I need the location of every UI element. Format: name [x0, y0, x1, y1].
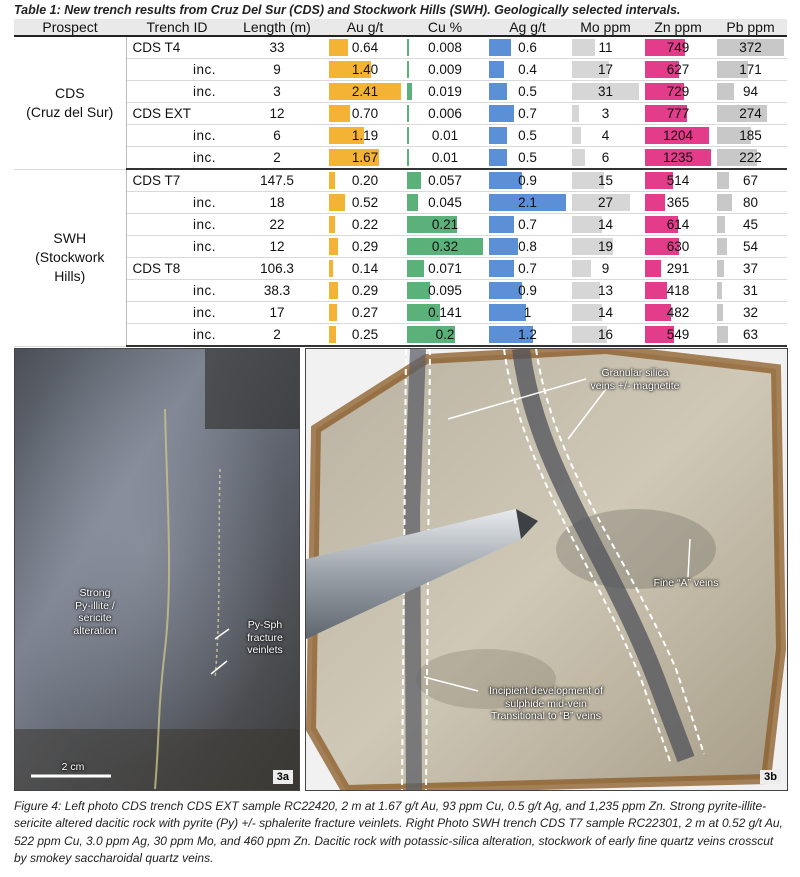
- au-cell: [326, 214, 404, 236]
- au-value: 0.14: [351, 261, 379, 276]
- pb-value: 63: [742, 327, 759, 342]
- ag-cell: [486, 59, 569, 81]
- header-length: Length (m): [228, 19, 326, 36]
- trench-id-cell: CDS T8: [126, 258, 228, 280]
- ag-data-bar: [489, 127, 507, 144]
- length-cell: 18: [228, 192, 326, 214]
- mo-value: 15: [597, 173, 614, 188]
- zn-value: 1235: [662, 150, 694, 165]
- pb-value: 80: [742, 195, 759, 210]
- ag-value: 2.1: [518, 195, 537, 210]
- ag-cell: [486, 324, 569, 347]
- header-mo: Mo ppm: [569, 19, 642, 36]
- label-incipient: Incipient development of sulphide mid-vein Transitional to “B” veins: [489, 685, 603, 723]
- pb-cell: [714, 192, 787, 214]
- trench-id-cell: inc.: [126, 125, 228, 147]
- header-zn: Zn ppm: [642, 19, 714, 36]
- au-data-bar: [329, 260, 333, 277]
- cu-data-bar: [407, 127, 409, 144]
- cu-value: 0.01: [431, 150, 459, 165]
- cu-value: 0.057: [428, 173, 462, 188]
- ag-value: 1.2: [518, 327, 537, 342]
- pb-value: 54: [742, 239, 759, 254]
- trench-id-cell: inc.: [126, 147, 228, 170]
- au-cell: [326, 125, 404, 147]
- zn-value: 549: [666, 327, 690, 342]
- pb-value: 222: [739, 150, 762, 165]
- length-cell: 106.3: [228, 258, 326, 280]
- au-value: 1.19: [351, 128, 379, 143]
- mo-data-bar: [572, 149, 585, 166]
- ag-cell: [486, 81, 569, 103]
- ag-value: 0.7: [518, 217, 537, 232]
- cu-value: 0.071: [428, 261, 462, 276]
- trench-id-cell: inc.: [126, 81, 228, 103]
- length-cell: 6: [228, 125, 326, 147]
- zn-value: 418: [666, 283, 690, 298]
- cu-value: 0.006: [428, 106, 462, 121]
- au-cell: [326, 81, 404, 103]
- mo-cell: [569, 236, 642, 258]
- pb-cell: [714, 36, 787, 59]
- au-cell: [326, 59, 404, 81]
- mo-cell: [569, 214, 642, 236]
- ag-cell: [486, 192, 569, 214]
- au-data-bar: [329, 282, 338, 299]
- au-data-bar: [329, 105, 350, 122]
- photo-3a: [14, 348, 300, 791]
- pb-data-bar: [717, 304, 723, 321]
- cu-cell: [404, 81, 486, 103]
- cu-value: 0.32: [431, 239, 459, 254]
- au-value: 0.27: [351, 305, 379, 320]
- zn-value: 514: [666, 173, 690, 188]
- table-row: [14, 192, 787, 214]
- cu-cell: [404, 236, 486, 258]
- pb-cell: [714, 236, 787, 258]
- au-cell: [326, 36, 404, 59]
- mo-data-bar: [572, 282, 600, 299]
- mo-value: 14: [597, 305, 614, 320]
- mo-value: 13: [597, 283, 614, 298]
- cu-cell: [404, 125, 486, 147]
- length-cell: 22: [228, 214, 326, 236]
- ag-value: 1: [523, 305, 532, 320]
- au-value: 0.25: [351, 327, 379, 342]
- cu-cell: [404, 169, 486, 192]
- cu-value: 0.2: [435, 327, 455, 342]
- mo-data-bar: [572, 260, 591, 277]
- ag-value: 0.8: [518, 239, 537, 254]
- ag-data-bar: [489, 149, 507, 166]
- zn-cell: [642, 81, 714, 103]
- au-data-bar: [329, 304, 337, 321]
- zn-cell: [642, 302, 714, 324]
- pb-cell: [714, 302, 787, 324]
- ag-cell: [486, 280, 569, 302]
- mo-cell: [569, 192, 642, 214]
- pb-cell: [714, 169, 787, 192]
- pb-cell: [714, 125, 787, 147]
- trench-id-cell: inc.: [126, 192, 228, 214]
- length-cell: 9: [228, 59, 326, 81]
- length-cell: 12: [228, 236, 326, 258]
- header-cu: Cu %: [404, 19, 486, 36]
- trench-id-cell: inc.: [126, 59, 228, 81]
- scale-bar-label: 2 cm: [61, 761, 85, 773]
- au-value: 1.40: [351, 62, 379, 77]
- mo-value: 11: [598, 40, 613, 55]
- cu-cell: [404, 103, 486, 125]
- au-data-bar: [329, 39, 348, 56]
- header-trench-id: Trench ID: [126, 19, 228, 36]
- ag-data-bar: [489, 83, 507, 100]
- cu-value: 0.095: [428, 283, 462, 298]
- cu-value: 0.009: [428, 62, 462, 77]
- ag-value: 0.5: [518, 150, 537, 165]
- cu-value: 0.141: [428, 305, 462, 320]
- ag-data-bar: [489, 304, 526, 321]
- cu-data-bar: [407, 105, 409, 122]
- cu-cell: [404, 147, 486, 170]
- ag-value: 0.7: [518, 261, 537, 276]
- label-granular-silica: Granular silica veins +/- magnetite: [590, 367, 680, 392]
- cu-cell: [404, 192, 486, 214]
- prospect-cell: CDS (Cruz del Sur): [14, 36, 126, 169]
- mo-cell: [569, 36, 642, 59]
- table-row: [14, 214, 787, 236]
- length-cell: 33: [228, 36, 326, 59]
- pb-data-bar: [717, 216, 725, 233]
- pb-value: 171: [739, 62, 762, 77]
- mo-cell: [569, 280, 642, 302]
- au-cell: [326, 147, 404, 170]
- ag-cell: [486, 258, 569, 280]
- ag-cell: [486, 214, 569, 236]
- pb-value: 372: [739, 40, 762, 55]
- mo-data-bar: [572, 39, 595, 56]
- ag-value: 0.9: [518, 283, 537, 298]
- pb-data-bar: [717, 326, 728, 343]
- cu-value: 0.01: [431, 128, 459, 143]
- zn-cell: [642, 103, 714, 125]
- mo-cell: [569, 302, 642, 324]
- zn-data-bar: [645, 194, 665, 211]
- table-header-row: [14, 19, 787, 36]
- au-cell: [326, 280, 404, 302]
- mo-cell: [569, 59, 642, 81]
- mo-value: 4: [601, 128, 610, 143]
- cu-data-bar: [407, 83, 412, 100]
- mo-value: 14: [597, 217, 614, 232]
- ag-cell: [486, 169, 569, 192]
- au-cell: [326, 236, 404, 258]
- photo-tag-3b: 3b: [760, 770, 781, 784]
- au-cell: [326, 103, 404, 125]
- length-cell: 12: [228, 103, 326, 125]
- cu-value: 0.21: [431, 217, 459, 232]
- pb-cell: [714, 147, 787, 170]
- pb-data-bar: [717, 194, 732, 211]
- zn-value: 482: [666, 305, 690, 320]
- mo-cell: [569, 169, 642, 192]
- pb-value: 274: [739, 106, 762, 121]
- cu-cell: [404, 280, 486, 302]
- mo-cell: [569, 81, 642, 103]
- cu-cell: [404, 324, 486, 347]
- zn-value: 614: [666, 217, 690, 232]
- au-value: 0.20: [351, 173, 379, 188]
- ag-cell: [486, 125, 569, 147]
- ag-value: 0.7: [518, 106, 537, 121]
- zn-cell: [642, 59, 714, 81]
- photo-3b: [305, 348, 788, 791]
- table-row: [14, 324, 787, 347]
- table-row: [14, 125, 787, 147]
- mo-value: 27: [597, 195, 614, 210]
- zn-cell: [642, 125, 714, 147]
- ag-data-bar: [489, 39, 511, 56]
- cu-cell: [404, 59, 486, 81]
- pb-value: 31: [742, 283, 759, 298]
- length-cell: 3: [228, 81, 326, 103]
- table-row: [14, 280, 787, 302]
- mo-value: 3: [601, 106, 610, 121]
- header-ag: Ag g/t: [486, 19, 569, 36]
- zn-value: 627: [666, 62, 690, 77]
- ag-cell: [486, 103, 569, 125]
- au-value: 1.67: [351, 150, 379, 165]
- pb-value: 67: [742, 173, 759, 188]
- trench-id-cell: inc.: [126, 302, 228, 324]
- au-data-bar: [329, 216, 335, 233]
- header-au: Au g/t: [326, 19, 404, 36]
- table-row: [14, 236, 787, 258]
- zn-cell: [642, 236, 714, 258]
- zn-cell: [642, 280, 714, 302]
- trench-id-cell: inc.: [126, 324, 228, 347]
- ag-value: 0.4: [518, 62, 537, 77]
- mo-cell: [569, 258, 642, 280]
- trench-id-cell: CDS EXT: [126, 103, 228, 125]
- table-row: [14, 81, 787, 103]
- cu-value: 0.019: [428, 84, 462, 99]
- mo-cell: [569, 147, 642, 170]
- mo-value: 19: [597, 239, 614, 254]
- zn-cell: [642, 169, 714, 192]
- mo-value: 16: [597, 327, 614, 342]
- au-cell: [326, 169, 404, 192]
- cu-data-bar: [407, 39, 409, 56]
- cu-data-bar: [407, 172, 421, 189]
- cu-data-bar: [407, 260, 424, 277]
- cu-value: 0.008: [428, 40, 462, 55]
- ag-data-bar: [489, 61, 504, 78]
- rock-photo-3b-image: [306, 349, 787, 790]
- mo-data-bar: [572, 105, 579, 122]
- cu-cell: [404, 214, 486, 236]
- zn-value: 729: [666, 84, 690, 99]
- cu-data-bar: [407, 61, 409, 78]
- zn-value: 749: [666, 40, 690, 55]
- zn-value: 630: [666, 239, 690, 254]
- pb-value: 32: [742, 305, 759, 320]
- zn-value: 777: [666, 106, 690, 121]
- header-pb: Pb ppm: [714, 19, 787, 36]
- zn-cell: [642, 36, 714, 59]
- rock-photo-3a-image: [15, 349, 299, 790]
- figure-caption: Figure 4: Left photo CDS trench CDS EXT sample RC22420, 2 m at 1.67 g/t Au, 93 ppm Cu, 0.5 g/t Ag, and 1,235 ppm Zn. Strong pyrite-illite-sericite altered dacitic rock with pyrite (Py) +/- sphalerite fracture veinlets. Right Photo SWH trench CDS T7 sample RC22301, 2 m at 0.52 g/t Au, 522 ppm Cu, 3.0 ppm Ag, 30 ppm Mo, and 460 ppm Zn. Dacitic rock with potassic-silica alteration, stockwork of early fine quartz veins crosscut by smokey saccharoidal quartz veins.: [14, 799, 783, 866]
- au-cell: [326, 258, 404, 280]
- pb-value: 185: [739, 128, 762, 143]
- table-row: [14, 169, 787, 192]
- table-row: [14, 36, 787, 59]
- pb-cell: [714, 280, 787, 302]
- cu-value: 0.045: [428, 195, 462, 210]
- table-body: [14, 36, 787, 346]
- mo-data-bar: [572, 127, 581, 144]
- prospect-cell: SWH (Stockwork Hills): [14, 169, 126, 346]
- zn-value: 365: [666, 195, 690, 210]
- ag-value: 0.6: [518, 40, 537, 55]
- mo-value: 9: [601, 261, 610, 276]
- trench-id-cell: inc.: [126, 236, 228, 258]
- length-cell: 2: [228, 324, 326, 347]
- au-value: 0.52: [351, 195, 379, 210]
- au-data-bar: [329, 238, 338, 255]
- pb-cell: [714, 258, 787, 280]
- au-data-bar: [329, 172, 335, 189]
- zn-value: 1204: [662, 128, 694, 143]
- mo-cell: [569, 324, 642, 347]
- cu-cell: [404, 302, 486, 324]
- header-prospect: Prospect: [14, 19, 126, 36]
- mo-cell: [569, 103, 642, 125]
- zn-value: 291: [666, 261, 690, 276]
- mo-value: 31: [597, 84, 614, 99]
- label-alteration: Strong Py-illite / sericite alteration: [73, 587, 117, 637]
- cu-cell: [404, 36, 486, 59]
- ag-cell: [486, 302, 569, 324]
- length-cell: 147.5: [228, 169, 326, 192]
- cu-data-bar: [407, 282, 430, 299]
- zn-cell: [642, 214, 714, 236]
- ag-value: 0.5: [518, 84, 537, 99]
- mo-value: 6: [601, 150, 610, 165]
- au-data-bar: [329, 326, 336, 343]
- trench-id-cell: CDS T4: [126, 36, 228, 59]
- pb-cell: [714, 103, 787, 125]
- ag-data-bar: [489, 260, 514, 277]
- ag-data-bar: [489, 238, 518, 255]
- length-cell: 2: [228, 147, 326, 170]
- table-row: [14, 147, 787, 170]
- label-fine-a-veins: Fine “A” veins: [653, 577, 719, 589]
- zn-cell: [642, 324, 714, 347]
- mo-value: 17: [597, 62, 614, 77]
- zn-cell: [642, 192, 714, 214]
- pb-cell: [714, 81, 787, 103]
- table-row: [14, 302, 787, 324]
- au-cell: [326, 192, 404, 214]
- au-cell: [326, 302, 404, 324]
- ag-cell: [486, 36, 569, 59]
- ag-data-bar: [489, 216, 514, 233]
- pb-cell: [714, 59, 787, 81]
- trench-id-cell: CDS T7: [126, 169, 228, 192]
- pb-data-bar: [717, 172, 729, 189]
- pb-value: 94: [742, 84, 759, 99]
- zn-data-bar: [645, 282, 667, 299]
- ag-cell: [486, 147, 569, 170]
- cu-cell: [404, 258, 486, 280]
- length-cell: 17: [228, 302, 326, 324]
- results-table: [14, 19, 787, 347]
- pb-cell: [714, 324, 787, 347]
- au-cell: [326, 324, 404, 347]
- label-veinlets: Py-Sph fracture veinlets: [247, 619, 283, 657]
- pb-data-bar: [717, 83, 734, 100]
- table-row: [14, 258, 787, 280]
- zn-cell: [642, 258, 714, 280]
- pb-value: 37: [742, 261, 759, 276]
- trench-id-cell: inc.: [126, 280, 228, 302]
- table-row: [14, 103, 787, 125]
- cu-data-bar: [407, 149, 409, 166]
- trench-id-cell: inc.: [126, 214, 228, 236]
- au-data-bar: [329, 194, 345, 211]
- cu-data-bar: [407, 194, 418, 211]
- table-row: [14, 59, 787, 81]
- pb-data-bar: [717, 238, 727, 255]
- length-cell: 38.3: [228, 280, 326, 302]
- zn-data-bar: [645, 260, 661, 277]
- au-value: 0.22: [351, 217, 379, 232]
- pb-data-bar: [717, 260, 724, 277]
- ag-value: 0.9: [518, 173, 537, 188]
- pb-cell: [714, 214, 787, 236]
- photo-tag-3a: 3a: [273, 770, 293, 784]
- zn-cell: [642, 147, 714, 170]
- au-value: 2.41: [351, 84, 379, 99]
- ag-value: 0.5: [518, 128, 537, 143]
- table-title: Table 1: New trench results from Cruz Del Sur (CDS) and Stockwork Hills (SWH). Geologically selected intervals.: [14, 3, 681, 17]
- ag-cell: [486, 236, 569, 258]
- ag-data-bar: [489, 105, 514, 122]
- mo-cell: [569, 125, 642, 147]
- au-value: 0.29: [351, 239, 379, 254]
- pb-value: 45: [742, 217, 759, 232]
- au-value: 0.29: [351, 283, 379, 298]
- au-value: 0.70: [351, 106, 379, 121]
- pb-data-bar: [717, 282, 722, 299]
- au-value: 0.64: [351, 40, 379, 55]
